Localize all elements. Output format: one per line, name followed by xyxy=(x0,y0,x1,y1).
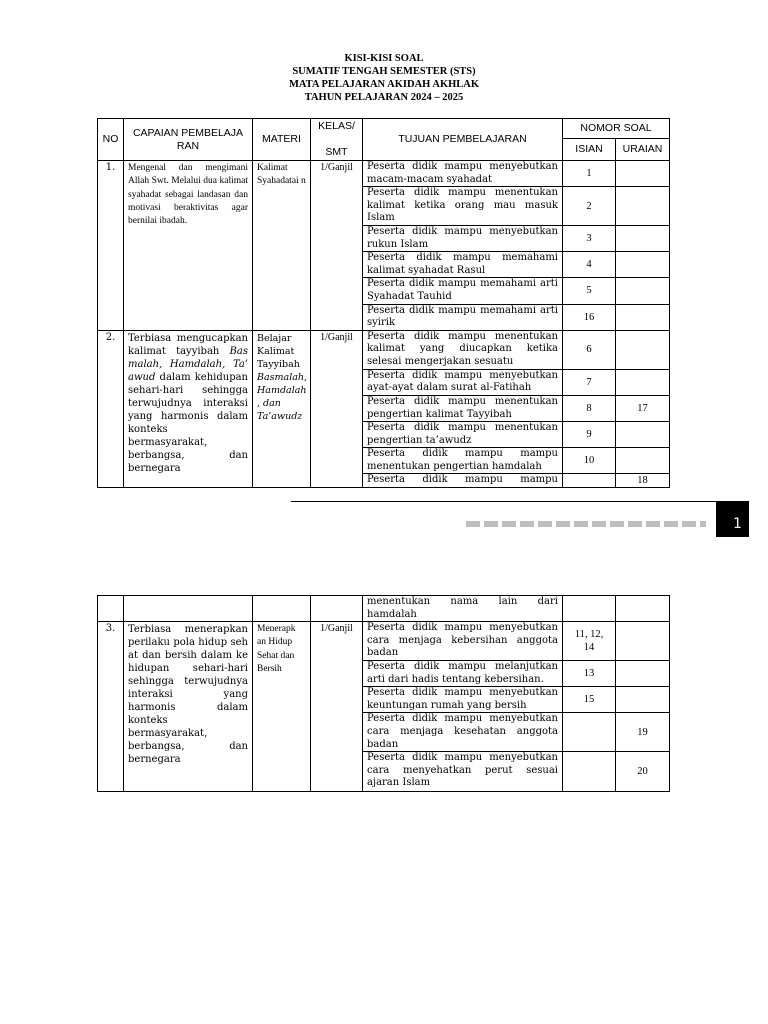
header-no: NO xyxy=(98,119,124,161)
uraian-cell xyxy=(616,687,670,713)
isian-cell: 2 xyxy=(563,187,616,226)
uraian-cell xyxy=(616,660,670,686)
tujuan-cell: Peserta didik mampu memahami kalimat syahadat Rasul xyxy=(363,252,563,278)
empty-cell xyxy=(311,596,363,622)
materi-cell: Kalimat Syahadatai n xyxy=(253,161,311,331)
tujuan-cell: Peserta didik mampu melanjutkan arti dari hadis tentang kebersihan. xyxy=(363,660,563,686)
empty-cell xyxy=(253,596,311,622)
kisi-kisi-table-page-2 xyxy=(97,595,670,792)
isian-cell: 1 xyxy=(563,161,616,187)
uraian-cell xyxy=(616,278,670,304)
isian-cell xyxy=(563,752,616,792)
tujuan-cell: Peserta didik mampu menyebutkan keuntungan rumah yang bersih xyxy=(363,687,563,713)
document-title-block xyxy=(0,52,768,104)
materi-text-italic: Basmalah, Hamdalah , dan Ta’awudz xyxy=(257,371,308,422)
tujuan-cell: Peserta didik mampu memahami arti syirik xyxy=(363,304,563,330)
isian-cell: 9 xyxy=(563,422,616,448)
header-kelas-line-2: SMT xyxy=(325,146,348,158)
uraian-cell xyxy=(616,422,670,448)
uraian-cell xyxy=(616,304,670,330)
capaian-text-c: dalam kehidupan sehari-hari sehingga terwujudnya interaksi yang harmonis dalam konteks bermasyarakat, berbangsa, dan bernegara xyxy=(128,371,248,474)
page-number: 1 xyxy=(733,516,742,532)
uraian-cell xyxy=(616,448,670,474)
uraian-cell: 20 xyxy=(616,752,670,792)
isian-cell: 6 xyxy=(563,330,616,369)
materi-text-a: Belajar Kalimat Tayyibah xyxy=(257,332,300,370)
title-line-4: TAHUN PELAJARAN 2024 – 2025 xyxy=(304,92,464,103)
isian-cell: 10 xyxy=(563,448,616,474)
kelas-cell: 1/Ganjil xyxy=(311,330,363,488)
header-isian: ISIAN xyxy=(563,139,616,161)
isian-cell: 11, 12, 14 xyxy=(563,622,616,661)
tujuan-cell: Peserta didik mampu menentukan kalimat ketika orang mau masuk Islam xyxy=(363,187,563,226)
capaian-text-a: Terbiasa mengucapkan kalimat tayyibah xyxy=(128,332,248,357)
header-tujuan: TUJUAN PEMBELAJARAN xyxy=(363,119,563,161)
footer-running-text xyxy=(466,521,706,527)
row-number: 2. xyxy=(98,330,124,488)
table-row xyxy=(98,596,670,622)
title-line-1: KISI-KISI SOAL xyxy=(344,53,424,64)
uraian-cell xyxy=(616,252,670,278)
empty-cell xyxy=(124,596,253,622)
tujuan-cell: Peserta didik mampu memahami arti Syahadat Tauhid xyxy=(363,278,563,304)
isian-cell: 3 xyxy=(563,225,616,251)
tujuan-cell: Peserta didik mampu menyebutkan macam-macam syahadat xyxy=(363,161,563,187)
uraian-cell: 17 xyxy=(616,395,670,421)
tujuan-cell: Peserta didik mampu menyebutkan cara menjaga kebersihan anggota badan xyxy=(363,622,563,661)
capaian-text-italic: Bas malah, Hamdalah, Ta’ awud xyxy=(128,345,248,383)
tujuan-cell-continued: menentukan nama lain dari hamdalah xyxy=(363,596,563,622)
capaian-cell: Mengenal dan mengimani Allah Swt. Melalui dua kalimat syahadat sebagai landasan dan motivasi beraktivitas agar bernilai ibadah. xyxy=(124,161,253,331)
empty-cell xyxy=(616,596,670,622)
header-capaian xyxy=(124,119,253,161)
uraian-cell: 18 xyxy=(616,474,670,488)
isian-cell: 5 xyxy=(563,278,616,304)
capaian-cell: Terbiasa menerapkan perilaku pola hidup seh at dan bersih dalam ke hidupan sehari-hari sehingga terwujudnya interaksi yang harmonis dalam konteks bermasyarakat, berbangsa, dan bernegara xyxy=(124,622,253,792)
tujuan-cell: Peserta didik mampu mampu xyxy=(363,474,563,488)
header-uraian: URAIAN xyxy=(616,139,670,161)
isian-cell: 8 xyxy=(563,395,616,421)
header-nomor-soal: NOMOR SOAL xyxy=(563,119,670,139)
kisi-kisi-table-page-1 xyxy=(97,118,670,488)
table-row xyxy=(98,161,670,187)
isian-cell: 15 xyxy=(563,687,616,713)
uraian-cell xyxy=(616,330,670,369)
table-row xyxy=(98,622,670,661)
title-line-3: MATA PELAJARAN AKIDAH AKHLAK xyxy=(288,79,480,90)
tujuan-cell: Peserta didik mampu menyebutkan rukun Islam xyxy=(363,225,563,251)
page-number-badge xyxy=(716,501,749,537)
capaian-cell xyxy=(124,330,253,488)
materi-cell xyxy=(253,330,311,488)
header-capaian-line-1: CAPAIAN PEMBELAJA xyxy=(132,126,244,139)
uraian-cell xyxy=(616,225,670,251)
uraian-cell xyxy=(616,161,670,187)
kelas-cell: 1/Ganjil xyxy=(311,161,363,331)
row-number: 1. xyxy=(98,161,124,331)
isian-cell: 4 xyxy=(563,252,616,278)
isian-cell: 16 xyxy=(563,304,616,330)
isian-cell xyxy=(563,713,616,752)
header-kelas xyxy=(311,119,363,161)
tujuan-cell: Peserta didik mampu mampu menentukan pengertian hamdalah xyxy=(363,448,563,474)
row-number: 3. xyxy=(98,622,124,792)
materi-cell: Menerapk an Hidup Sehat dan Bersih xyxy=(253,622,311,792)
tujuan-cell: Peserta didik mampu menyebutkan cara menjaga kesehatan anggota badan xyxy=(363,713,563,752)
header-capaian-line-2: RAN xyxy=(176,139,200,152)
uraian-cell xyxy=(616,369,670,395)
tujuan-cell: Peserta didik mampu menyebutkan cara menyehatkan perut sesuai ajaran Islam xyxy=(363,752,563,792)
title-line-2: SUMATIF TENGAH SEMESTER (STS) xyxy=(292,66,476,77)
empty-cell xyxy=(98,596,124,622)
header-materi: MATERI xyxy=(253,119,311,161)
empty-cell xyxy=(563,596,616,622)
uraian-cell xyxy=(616,622,670,661)
isian-cell: 7 xyxy=(563,369,616,395)
isian-cell: 13 xyxy=(563,660,616,686)
tujuan-cell: Peserta didik mampu menentukan pengertian ta’awudz xyxy=(363,422,563,448)
uraian-cell xyxy=(616,187,670,226)
footer-rule xyxy=(291,501,716,502)
uraian-cell: 19 xyxy=(616,713,670,752)
isian-cell xyxy=(563,474,616,488)
tujuan-cell: Peserta didik mampu menentukan kalimat yang diucapkan ketika selesai mengerjakan sesuatu xyxy=(363,330,563,369)
tujuan-cell: Peserta didik mampu menyebutkan ayat-ayat dalam surat al-Fatihah xyxy=(363,369,563,395)
tujuan-cell: Peserta didik mampu menentukan pengertian kalimat Tayyibah xyxy=(363,395,563,421)
table-row xyxy=(98,330,670,369)
header-kelas-line-1: KELAS/ xyxy=(318,120,355,132)
kelas-cell: 1/Ganjil xyxy=(311,622,363,792)
